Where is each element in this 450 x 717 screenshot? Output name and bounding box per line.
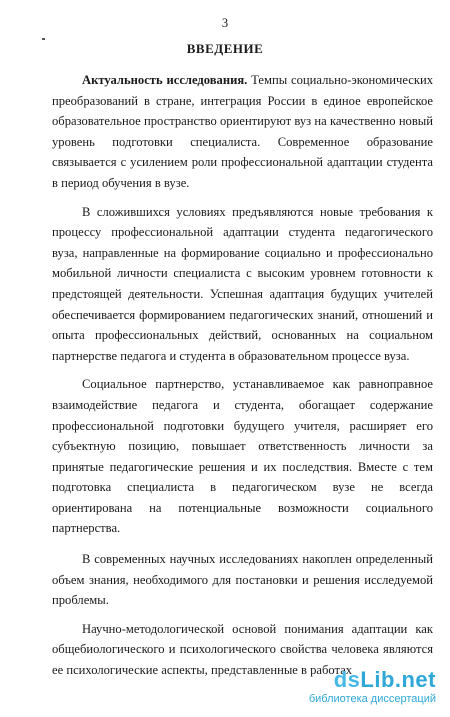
paragraph-research	[52, 549, 433, 611]
paragraph-text: Научно-методологической основой понимания адаптации как общебиологического и психологического свойства человека являются ее психологические аспекты, представленные в работах	[52, 621, 433, 678]
watermark-logo	[334, 667, 436, 693]
paragraph-relevance	[52, 70, 433, 194]
paragraph-text: В сложившихся условиях предъявляются новые требования к процессу профессиональной адаптации студента педагогического вуза, направленные на формирование социально и профессионально мобильной личности специалиста с высоким уровнем готовности к предстоящей деятельности. Успешная адаптация будущих учителей обеспечивается формированием педагогических знаний, отношений и опыта профессиональных действий, основанных на социальном партнерстве педагога и студента в образовательном процессе вуза.	[52, 204, 433, 363]
paragraph-text: В современных научных исследованиях накоплен определенный объем знания, необходимого для постановки и решения исследуемой проблемы.	[52, 552, 433, 608]
watermark-logo-prefix: ds	[333, 667, 361, 692]
paragraph-text: Темпы социально-экономических преобразований в стране, интеграция России в единое европейское образовательное пространство ориентируют вуз на качественно новый уровень подготовки специалиста. Современное образование связывается с усилением роли профессиональной адаптации студента в период обучения в вузе.	[52, 73, 433, 190]
section-heading: ВВЕДЕНИЕ	[186, 41, 264, 56]
watermark-subtitle: библиотека диссертаций	[308, 693, 436, 705]
paragraph-partnership	[52, 374, 433, 539]
scan-mark	[42, 38, 45, 40]
body-text	[52, 70, 433, 689]
watermark-logo-rest: Lib.net	[360, 667, 436, 692]
dslib-watermark	[305, 667, 440, 711]
paragraph-lead: Актуальность исследования.	[82, 73, 248, 87]
paragraph-text: Социальное партнерство, устанавливаемое как равноправное взаимодействие педагога и студента, обогащает содержание профессиональной подготовки будущего учителя, расширяет его субъектную позицию, повышает ответственность личности за принятые педагогические решения и их последствия. Вместе с тем подготовка специалиста в педагогическом вузе не всегда ориентирована на потенциальные возможности социального партнерства.	[52, 377, 433, 536]
page-number: 3	[221, 16, 229, 30]
paragraph-requirements	[52, 202, 433, 367]
